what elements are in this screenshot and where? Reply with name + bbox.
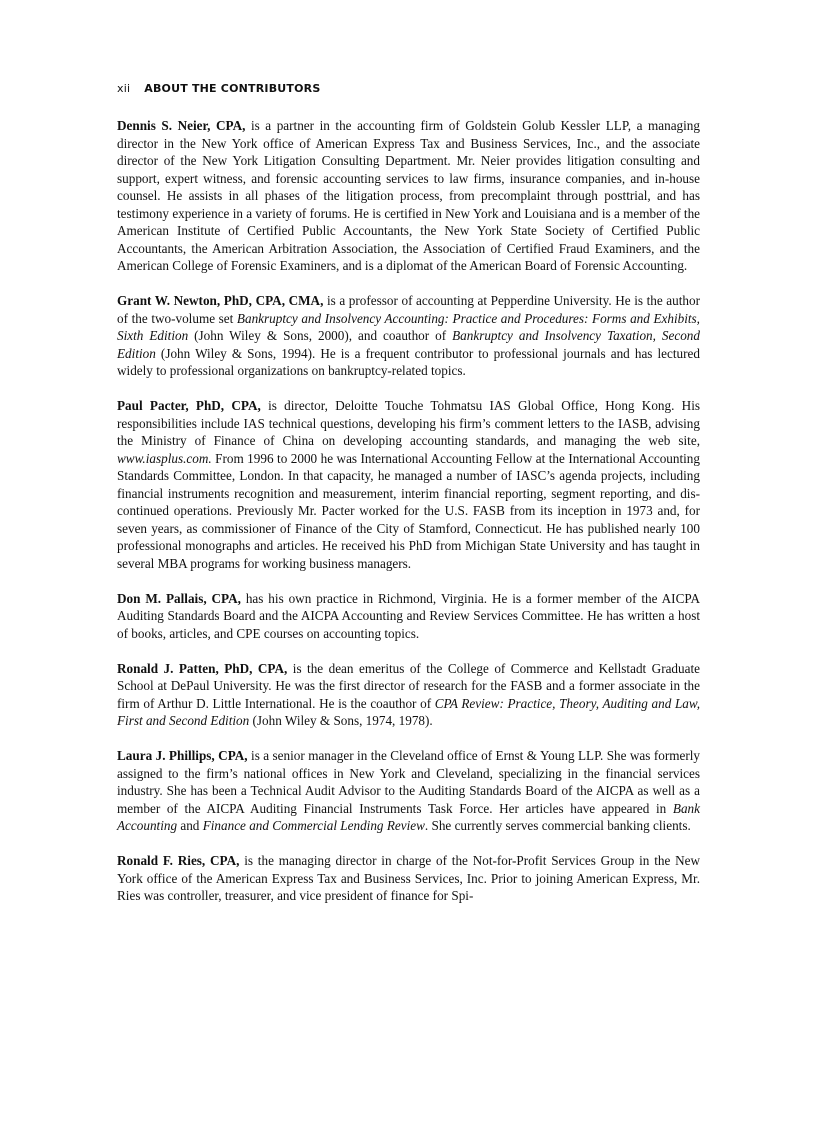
book-title: Bankruptcy and Insolvency Accounting: Practice and Procedures: Forms and Exhibits, Sixth Edition: [117, 310, 700, 343]
contributor-entry: [117, 117, 700, 275]
bio-text: . She currently serves commercial banking clients.: [424, 818, 691, 833]
contributor-name: Ronald J. Patten, PhD, CPA,: [117, 660, 288, 676]
bio-text: is a partner in the accounting firm of Goldstein Golub Kessler LLP, a managing director in the New York office of American Express Tax and Business Services, Inc., and the associate director of the New York Litigation Consulting Department. Mr. Neier provides litigation consulting and support, expert witness, and forensic accounting services to law firms, insurance companies, and in-house counsel. He assists in all phases of the litigation process, from precomplaint through posttrial, and has testimony experience in a variety of forums. He is certified in New York and Louisiana and is a member of the American Institute of Certified Public Accountants, the New York State Society of Certified Public Accountants, the American Arbitration Association, the Association of Certified Fraud Examiners, and the American College of Forensic Examiners, and is a diplomat of the American Board of Forensic Accounting.: [117, 118, 701, 273]
bio-text: From 1996 to 2000 he was International Accounting Fellow at the International Accounting Standards Committee, London. In that capacity, he managed a number of IASC’s agenda projects, including financial instruments recognition and measurement, interim financial reporting, segment reporting, and discontinued operations. Previously Mr. Pacter worked for the U.S. FASB from its inception in 1973 and, for seven years, as commissioner of Finance of the City of Stamford, Connecticut. He has published nearly 100 professional monographs and articles. He received his PhD from Michigan State University and has taught in several MBA programs for working business managers.: [117, 450, 700, 571]
section-title: ABOUT THE CONTRIBUTORS: [144, 82, 321, 95]
contributor-name: Laura J. Phillips, CPA,: [117, 748, 248, 763]
running-head: [117, 82, 320, 95]
book-title: CPA Review: Practice, Theory, Auditing and Law, First and Second Edition: [117, 695, 700, 728]
bio-text: and: [177, 818, 203, 833]
web-address: www.iasplus.com.: [117, 450, 212, 466]
bio-text: is the dean emeritus of the College of Commerce and Kellstadt Graduate School at DePaul University. He was the first director of research for the FASB and a former associate in the firm of Arthur D. Little International. He is the coauthor of: [117, 660, 700, 711]
contributor-entry: [117, 660, 700, 730]
publication-title: Finance and Commercial Lending Review: [202, 818, 425, 833]
book-title: Bankruptcy and Insolvency Taxation, Second Edition: [117, 328, 700, 361]
contributor-entry: [117, 397, 700, 572]
contributor-name: Paul Pacter, PhD, CPA,: [117, 398, 261, 413]
contributor-entry: [117, 852, 700, 905]
bio-text: is a senior manager in the Cleveland office of Ernst & Young LLP. She was formerly assigned to the firm’s national offices in New York and Cleveland, specializing in the financial services industry. She has been a Technical Audit Advisor to the Auditing Standards Board of the AICPA as well as a member of the AICPA Auditing Financial Instruments Task Force. Her articles have appeared in: [117, 748, 700, 816]
contributor-entry: [117, 590, 700, 643]
bio-text: has his own practice in Richmond, Virginia. He is a former member of the AICPA Auditing Standards Board and the AICPA Accounting and Review Services Committee. He has written a host of books, articles, and CPE courses on accounting topics.: [117, 590, 701, 641]
bio-text: is director, Deloitte Touche Tohmatsu IAS Global Office, Hong Kong. His responsibilities include IAS technical questions, developing his firm’s comment letters to the IASB, advising the Ministry of Finance of China on developing accounting standards, and managing the web site,: [117, 398, 700, 448]
contributor-entry: [117, 292, 700, 380]
bio-text: is the managing director in charge of the Not-for-Profit Services Group in the New York office of the American Express Tax and Business Services, Inc. Prior to joining American Express, Mr. Ries was controller, treasurer, and vice president of finance for Spi-: [117, 853, 700, 903]
contributor-list: [117, 117, 700, 922]
bio-text: is a professor of accounting at Pepperdine University. He is the author of the two-volume set: [117, 293, 700, 326]
contributor-name: Ronald F. Ries, CPA,: [117, 853, 240, 868]
contributor-name: Don M. Pallais, CPA,: [117, 590, 241, 606]
bio-text: (John Wiley & Sons, 1994). He is a frequent contributor to professional journals and has lectured widely to professional organizations on bankruptcy-related topics.: [117, 345, 700, 378]
contributor-entry: [117, 747, 700, 835]
publication-title: Bank Accounting: [117, 800, 700, 833]
page-number: xii: [117, 82, 131, 95]
bio-text: (John Wiley & Sons, 2000), and coauthor of: [188, 328, 453, 343]
bio-text: (John Wiley & Sons, 1974, 1978).: [249, 713, 433, 728]
contributor-name: Grant W. Newton, PhD, CPA, CMA,: [117, 293, 324, 308]
contributor-name: Dennis S. Neier, CPA,: [117, 118, 246, 133]
